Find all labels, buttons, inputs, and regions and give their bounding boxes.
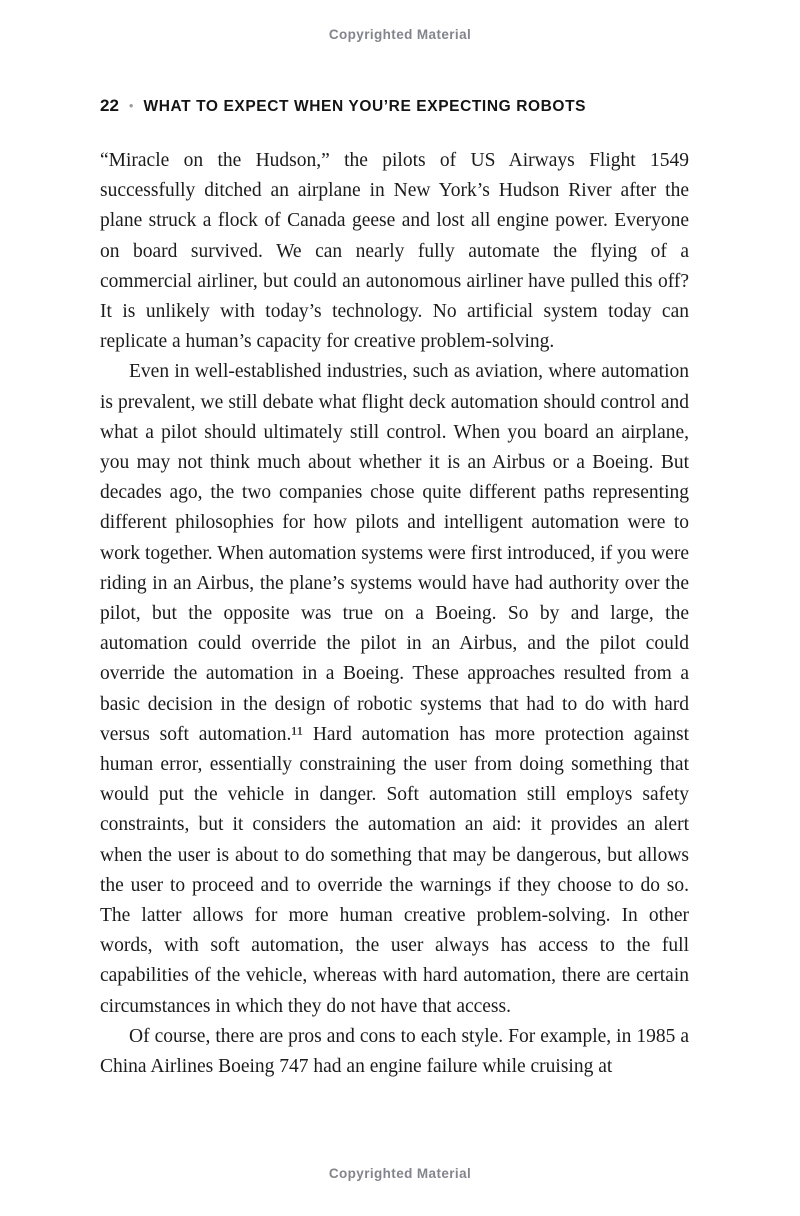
body-paragraph-2: Even in well-established industries, such as aviation, where automation is prevalent, we still debate what flight deck automation should control and what a pilot should ultimately still control. When you board an airplane, you may not think much about whether it is an Airbus or a Boeing. But decades ago, the two companies chose quite different paths representing different philosophies for how pilots and intelligent automation were to work together. When automation systems were first introduced, if you were riding in an Airbus, the plane’s systems would have had authority over the pilot, but the opposite was true on a Boeing. So by and large, the automation could override the pilot in an Airbus, and the pilot could override the automation in a Boeing. These approaches resulted from a basic decision in the design of robotic systems that had to do with hard versus soft automation.¹¹ Hard automation has more protection against human error, essentially constraining the user from doing something that would put the vehicle in danger. Soft automation still employs safety constraints, but it considers the automation an aid: it provides an alert when the user is about to do something that may be dangerous, but allows the user to proceed and to override the warnings if they choose to do so. The latter allows for more human creative problem-solving. In other words, with soft automation, the user always has access to the full capabilities of the vehicle, whereas with hard automation, there are certain circumstances in which they do not have that access.: [100, 361, 689, 1017]
body-text: [100, 146, 689, 1082]
body-paragraph-1: “Miracle on the Hudson,” the pilots of US Airways Flight 1549 successfully ditched an airplane in New York’s Hudson River after the plane struck a flock of Canada geese and lost all engine power. Everyone on board survived. We can nearly fully automate the flying of a commercial airliner, but could an autonomous airliner have pulled this off? It is unlikely with today’s technology. No artificial system today can replicate a human’s capacity for creative problem-solving.: [100, 150, 689, 353]
copyright-notice-top: Copyrighted Material: [328, 27, 472, 42]
running-title: WHAT TO EXPECT WHEN YOU’RE EXPECTING ROBOTS: [143, 98, 587, 115]
running-header: [100, 96, 586, 116]
header-separator-dot: •: [128, 98, 134, 113]
body-paragraph-3: Of course, there are pros and cons to each style. For example, in 1985 a China Airlines Boeing 747 had an engine failure while cruising at: [100, 1025, 689, 1078]
page-number: 22: [100, 96, 119, 115]
copyright-notice-bottom: Copyrighted Material: [328, 1166, 472, 1181]
